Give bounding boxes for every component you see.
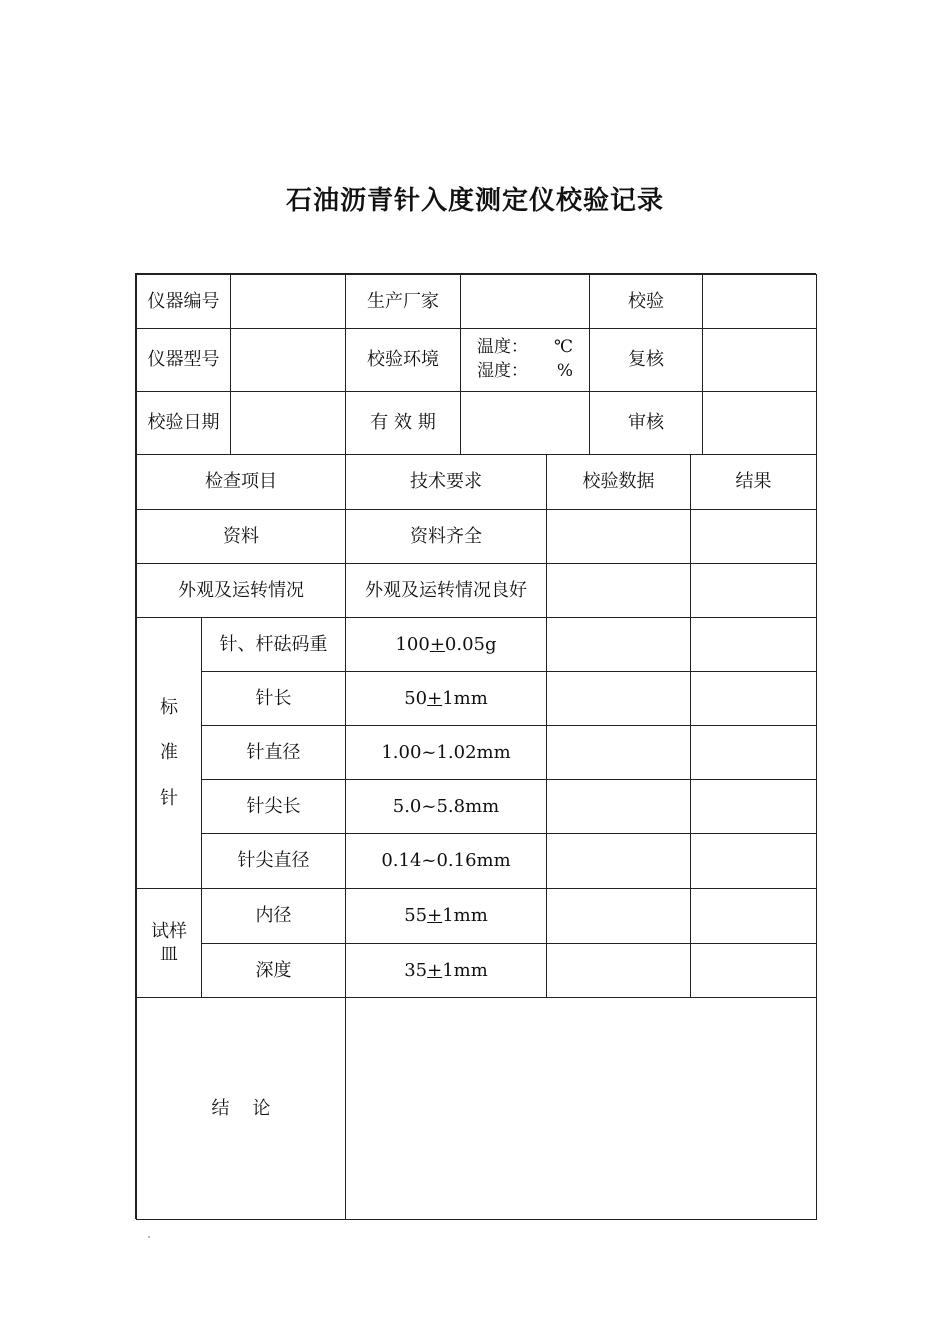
standard-needle-group-label — [136, 617, 202, 889]
needle-item-requirement: 5.0~5.8mm — [345, 779, 547, 834]
needle-item-data-field[interactable] — [546, 779, 691, 834]
humidity-unit: % — [556, 361, 573, 381]
calibrate-label: 校验 — [589, 274, 703, 329]
needle-item-result-field[interactable] — [690, 779, 817, 834]
column-header-requirement: 技术要求 — [345, 454, 547, 510]
review-label: 复核 — [589, 328, 703, 392]
group-label-line: 试样 — [151, 920, 187, 942]
needle-item-data-field[interactable] — [546, 671, 691, 726]
validity-field[interactable] — [460, 391, 590, 455]
sample-dish-group-label — [136, 888, 202, 998]
column-header-item: 检查项目 — [136, 454, 346, 510]
needle-item-requirement: 1.00~1.02mm — [345, 725, 547, 780]
dish-item-result-field[interactable] — [690, 943, 817, 998]
appearance-result-field[interactable] — [690, 563, 817, 618]
humidity-label: 湿度： — [477, 361, 528, 381]
temperature-unit: ℃ — [553, 337, 573, 358]
humidity-line — [477, 360, 573, 384]
model-field[interactable] — [230, 328, 346, 392]
docs-requirement: 资料齐全 — [345, 509, 547, 564]
temperature-line — [477, 336, 573, 360]
instrument-no-label: 仪器编号 — [136, 274, 231, 329]
date-label: 校验日期 — [136, 391, 231, 455]
needle-item-requirement: 100 + 0.05g — [345, 617, 547, 672]
audit-label: 审核 — [589, 391, 703, 455]
appearance-requirement: 外观及运转情况良好 — [345, 563, 547, 618]
group-char: 标 — [160, 696, 178, 718]
needle-item-name: 针、杆砝码重 — [201, 617, 346, 672]
dish-item-name: 内径 — [201, 888, 346, 944]
dish-item-name: 深度 — [201, 943, 346, 998]
dish-item-data-field[interactable] — [546, 943, 691, 998]
needle-item-data-field[interactable] — [546, 725, 691, 780]
manufacturer-field[interactable] — [460, 274, 590, 329]
date-field[interactable] — [230, 391, 346, 455]
appearance-data-field[interactable] — [546, 563, 691, 618]
dish-item-result-field[interactable] — [690, 888, 817, 944]
docs-result-field[interactable] — [690, 509, 817, 564]
group-label-line: 皿 — [160, 944, 178, 965]
manufacturer-label: 生产厂家 — [345, 274, 461, 329]
group-char: 针 — [160, 787, 178, 809]
docs-data-field[interactable] — [546, 509, 691, 564]
calibrate-field[interactable] — [702, 274, 817, 329]
instrument-no-field[interactable] — [230, 274, 346, 329]
conclusion-field[interactable] — [345, 997, 817, 1220]
validity-label: 有 效 期 — [345, 391, 461, 455]
needle-item-data-field[interactable] — [546, 617, 691, 672]
dish-item-requirement: 55 + 1mm — [345, 888, 547, 944]
needle-item-data-field[interactable] — [546, 833, 691, 889]
dish-item-requirement: 35 + 1mm — [345, 943, 547, 998]
temperature-label: 温度： — [477, 337, 528, 358]
dish-item-data-field[interactable] — [546, 888, 691, 944]
environment-field[interactable] — [460, 328, 590, 392]
needle-item-name: 针直径 — [201, 725, 346, 780]
appearance-item: 外观及运转情况 — [136, 563, 346, 618]
needle-item-requirement: 50 + 1mm — [345, 671, 547, 726]
page-mark — [148, 1236, 150, 1238]
audit-field[interactable] — [702, 391, 817, 455]
needle-item-result-field[interactable] — [690, 833, 817, 889]
needle-item-requirement: 0.14~0.16mm — [345, 833, 547, 889]
calibration-record-table — [135, 273, 816, 1219]
environment-label: 校验环境 — [345, 328, 461, 392]
document-title: 石油沥青针入度测定仪校验记录 — [285, 186, 664, 216]
docs-item: 资料 — [136, 509, 346, 564]
conclusion-label: 结 论 — [136, 997, 346, 1220]
needle-item-result-field[interactable] — [690, 725, 817, 780]
review-field[interactable] — [702, 328, 817, 392]
needle-item-name: 针长 — [201, 671, 346, 726]
group-char: 准 — [160, 742, 178, 764]
needle-item-name: 针尖直径 — [201, 833, 346, 889]
needle-item-result-field[interactable] — [690, 671, 817, 726]
column-header-data: 校验数据 — [546, 454, 691, 510]
model-label: 仪器型号 — [136, 328, 231, 392]
needle-item-result-field[interactable] — [690, 617, 817, 672]
column-header-result: 结果 — [690, 454, 817, 510]
needle-item-name: 针尖长 — [201, 779, 346, 834]
